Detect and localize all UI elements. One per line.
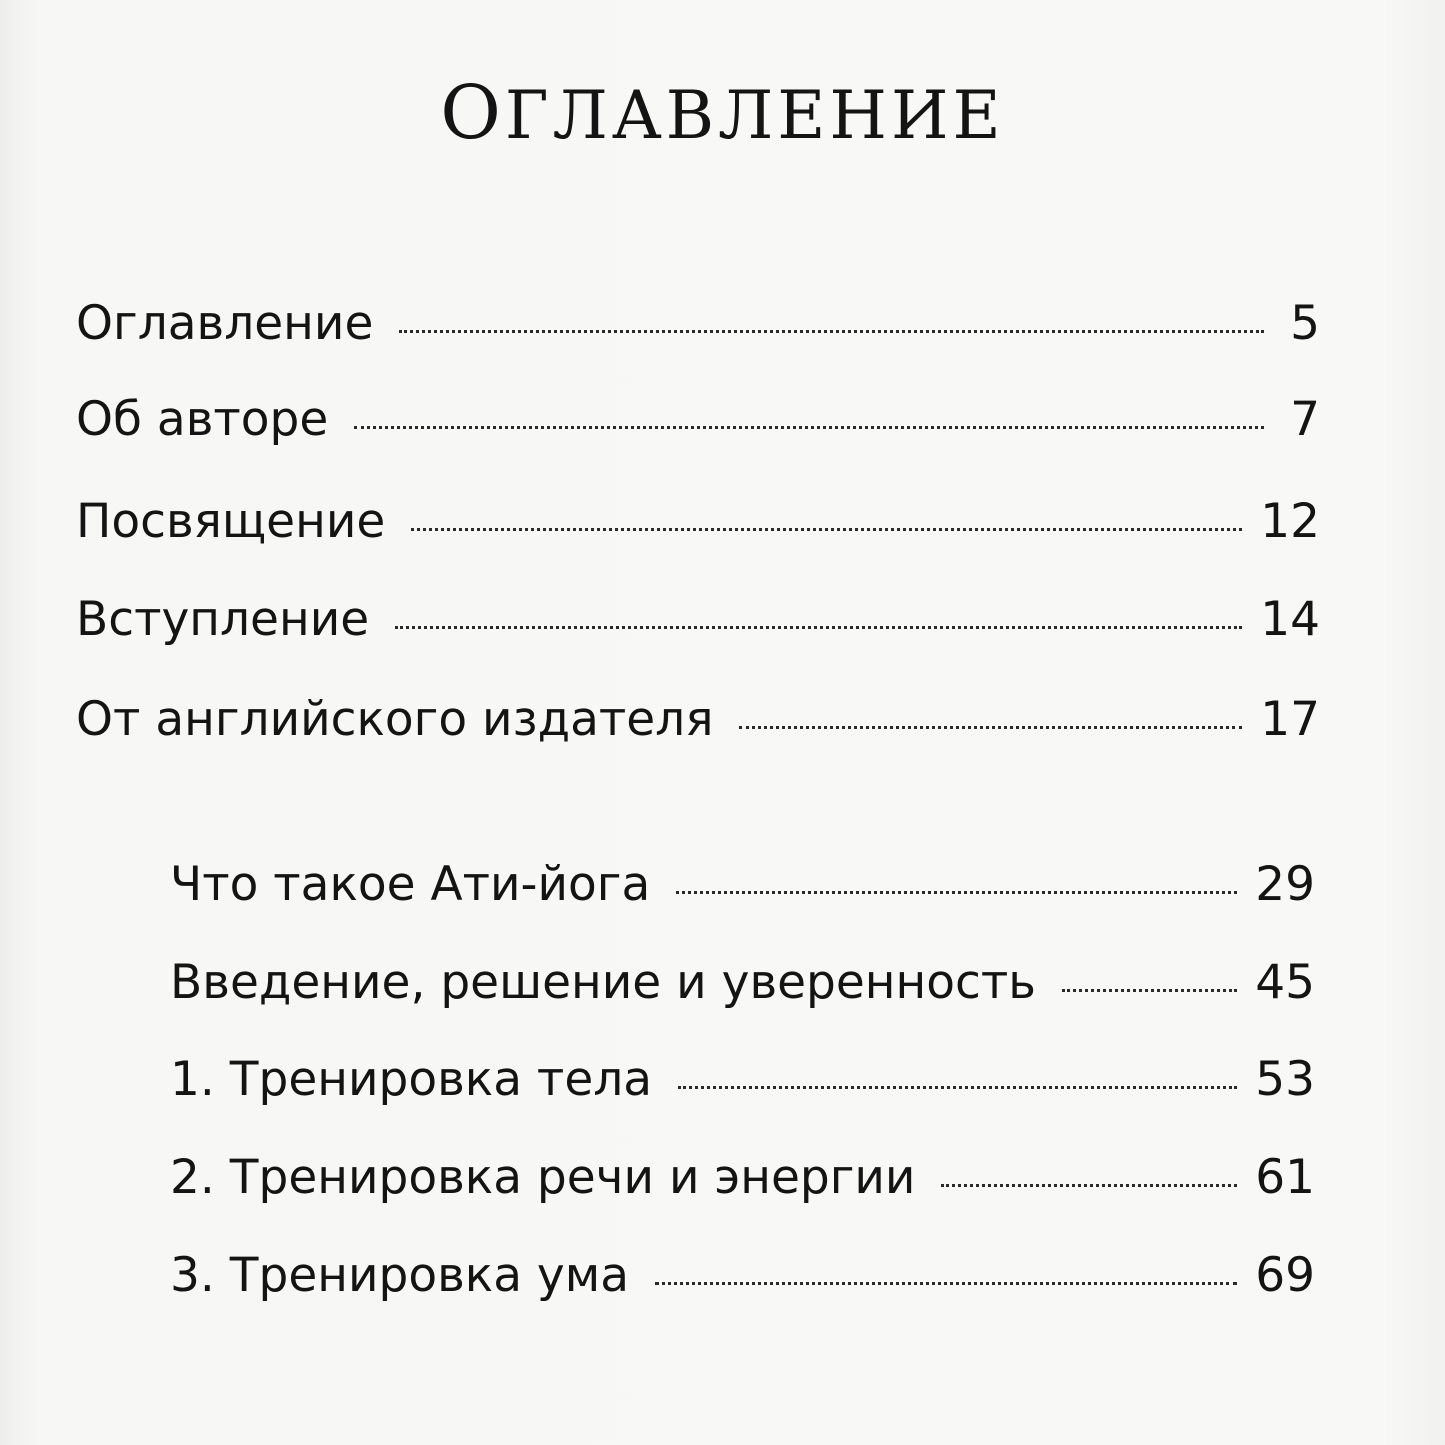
toc-subentry-label: 1. Тренировка тела	[170, 1052, 653, 1107]
toc-subentry-page: 53	[1255, 1052, 1315, 1107]
toc-entry-label: Оглавление	[76, 296, 374, 351]
toc-entry-label: Посвящение	[76, 494, 386, 549]
toc-subentry-page: 61	[1255, 1150, 1315, 1205]
toc-entry-label: От английского издателя	[76, 692, 714, 747]
toc-entry	[76, 294, 1320, 354]
toc-entry	[76, 590, 1320, 650]
toc-entry-label: Об авторе	[76, 392, 329, 447]
dot-leader	[1062, 989, 1237, 992]
dot-leader	[655, 1282, 1237, 1285]
toc-entry-page: 14	[1260, 592, 1320, 647]
toc-entry-page: 17	[1260, 692, 1320, 747]
dot-leader	[739, 726, 1242, 729]
toc-subentry	[170, 1246, 1315, 1306]
dot-leader	[678, 1086, 1237, 1089]
toc-entry	[76, 492, 1320, 552]
toc-subentry-label: 3. Тренировка ума	[170, 1248, 630, 1303]
toc-entry	[76, 690, 1320, 750]
toc-subentry-label: Введение, решение и уверенность	[170, 955, 1036, 1010]
toc-entry-label: Вступление	[76, 592, 370, 647]
toc-entry-page: 7	[1290, 392, 1320, 447]
toc-entry	[76, 390, 1320, 450]
dot-leader	[399, 330, 1264, 333]
dot-leader	[676, 891, 1237, 894]
toc-subentry	[170, 855, 1315, 915]
toc-subentry	[170, 953, 1315, 1013]
toc-subentry-label: Что такое Ати-йога	[170, 857, 651, 912]
dot-leader	[941, 1184, 1237, 1187]
toc-subentry-page: 29	[1255, 857, 1315, 912]
toc-subentry-page: 45	[1255, 955, 1315, 1010]
dot-leader	[395, 626, 1242, 629]
dot-leader	[354, 426, 1264, 429]
toc-entry-page: 12	[1260, 494, 1320, 549]
title-initial: О	[440, 70, 505, 156]
title-rest: ГЛАВЛЕНИЕ	[504, 77, 1005, 154]
toc-subentry	[170, 1148, 1315, 1208]
dot-leader	[411, 528, 1242, 531]
toc-subentry	[170, 1050, 1315, 1110]
page-title	[0, 70, 1445, 156]
toc-subentry-label: 2. Тренировка речи и энергии	[170, 1150, 916, 1205]
toc-subentry-page: 69	[1255, 1248, 1315, 1303]
toc-entry-page: 5	[1290, 296, 1320, 351]
